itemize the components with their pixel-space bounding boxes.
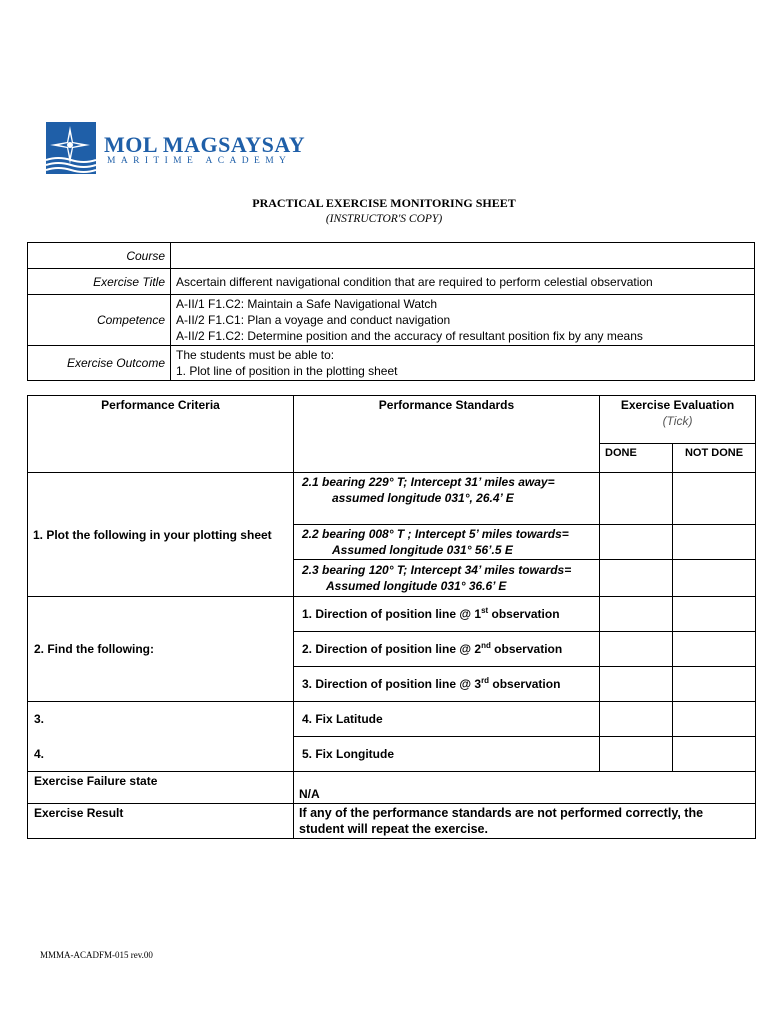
standard-2-1-line2: assumed longitude 031°, 26.4’ E: [332, 491, 514, 505]
outcome-row: [28, 346, 755, 381]
competence-row: [28, 295, 755, 346]
form-code-footer: MMMA-ACADFM-015 rev.00: [40, 950, 153, 960]
observation-text: observation: [488, 607, 560, 621]
observation-text: observation: [489, 677, 561, 691]
table-row: [28, 597, 756, 632]
result-label: Exercise Result: [28, 804, 294, 839]
criteria-plot: 1. Plot the following in your plotting sheet: [28, 473, 294, 597]
done-cell[interactable]: [600, 702, 673, 737]
ordinal-suffix: nd: [481, 641, 491, 650]
standard-direction-3: [294, 667, 600, 702]
not-done-cell[interactable]: [673, 560, 756, 597]
course-value: [171, 243, 755, 269]
not-done-cell[interactable]: [673, 667, 756, 702]
standard-fix-longitude: 5. Fix Longitude: [294, 737, 600, 772]
ordinal-suffix: rd: [481, 676, 490, 685]
table-row: [28, 737, 756, 772]
page-title: PRACTICAL EXERCISE MONITORING SHEET: [252, 196, 516, 210]
standard-direction-1: [294, 597, 600, 632]
logo-subtitle: MARITIME ACADEMY: [107, 156, 292, 166]
done-cell[interactable]: [600, 737, 673, 772]
not-done-cell[interactable]: [673, 525, 756, 560]
not-done-cell[interactable]: [673, 737, 756, 772]
done-cell[interactable]: [600, 632, 673, 667]
table-row: [28, 473, 756, 525]
standard-fix-latitude: 4. Fix Latitude: [294, 702, 600, 737]
standard-2-2-line2: Assumed longitude 031° 56’.5 E: [332, 543, 513, 557]
observation-text: observation: [490, 642, 563, 656]
done-cell[interactable]: [600, 597, 673, 632]
standard-2-1-line1: 2.1 bearing 229° T; Intercept 31’ miles away=: [302, 475, 555, 489]
standards-header: Performance Standards: [294, 396, 600, 473]
standard-direction-1-text: 1. Direction of position line @ 1: [302, 607, 482, 621]
competence-value: [171, 295, 755, 346]
competence-label: Competence: [28, 295, 171, 346]
standard-2-2-line1: 2.2 bearing 008° T ; Intercept 5’ miles towards=: [302, 527, 569, 541]
failure-row: [28, 772, 756, 804]
result-value: If any of the performance standards are not performed correctly, the student will repeat the exercise.: [294, 804, 756, 839]
criteria-header: Performance Criteria: [28, 396, 294, 473]
done-cell[interactable]: [600, 560, 673, 597]
failure-label: Exercise Failure state: [28, 772, 294, 804]
criteria-3: 3.: [28, 702, 294, 737]
competence-line: A-II/1 F1.C2: Maintain a Safe Navigational Watch: [176, 297, 438, 311]
exercise-title-row: [28, 269, 755, 295]
standard-2-3-line1: 2.3 bearing 120° T; Intercept 34’ miles towards=: [302, 563, 572, 577]
performance-header-row: [28, 396, 756, 444]
not-done-header: NOT DONE: [673, 444, 756, 473]
table-row: [28, 702, 756, 737]
standard-2-2: [294, 525, 600, 560]
evaluation-header: [600, 396, 756, 444]
not-done-cell[interactable]: [673, 702, 756, 737]
standard-2-3: [294, 560, 600, 597]
outcome-line: The students must be able to:: [176, 348, 335, 362]
standard-direction-2-text: 2. Direction of position line @ 2: [302, 642, 482, 656]
standard-2-1: [294, 473, 600, 525]
not-done-cell[interactable]: [673, 597, 756, 632]
competence-line: A-II/2 F1.C2: Determine position and the accuracy of resultant position fix by any means: [176, 329, 643, 343]
exercise-info-table: [27, 242, 755, 381]
outcome-line: 1. Plot line of position in the plotting sheet: [176, 364, 398, 378]
exercise-title-value: Ascertain different navigational condition that are required to perform celestial observation: [171, 269, 755, 295]
standard-direction-3-text: 3. Direction of position line @ 3: [302, 677, 482, 691]
not-done-cell[interactable]: [673, 473, 756, 525]
standard-2-3-line2: Assumed longitude 031° 36.6’ E: [326, 579, 507, 593]
course-row: [28, 243, 755, 269]
performance-table: [27, 395, 756, 839]
failure-value: N/A: [294, 772, 756, 804]
competence-line: A-II/2 F1.C1: Plan a voyage and conduct navigation: [176, 313, 451, 327]
outcome-label: Exercise Outcome: [28, 346, 171, 381]
criteria-4: 4.: [28, 737, 294, 772]
criteria-find: 2. Find the following:: [28, 597, 294, 702]
done-cell[interactable]: [600, 667, 673, 702]
course-label: Course: [28, 243, 171, 269]
star-wave-icon: [46, 122, 96, 174]
ordinal-suffix: st: [481, 606, 489, 615]
standard-direction-2: [294, 632, 600, 667]
evaluation-header-label: Exercise Evaluation: [620, 398, 735, 412]
outcome-value: [171, 346, 755, 381]
tick-note: (Tick): [662, 414, 693, 428]
page-subtitle: (INSTRUCTOR'S COPY): [325, 213, 443, 225]
done-cell[interactable]: [600, 473, 673, 525]
not-done-cell[interactable]: [673, 632, 756, 667]
result-row: [28, 804, 756, 839]
done-cell[interactable]: [600, 525, 673, 560]
done-header: DONE: [600, 444, 673, 473]
logo-name: MOL MAGSAYSAY: [104, 132, 306, 157]
exercise-title-label: Exercise Title: [28, 269, 171, 295]
